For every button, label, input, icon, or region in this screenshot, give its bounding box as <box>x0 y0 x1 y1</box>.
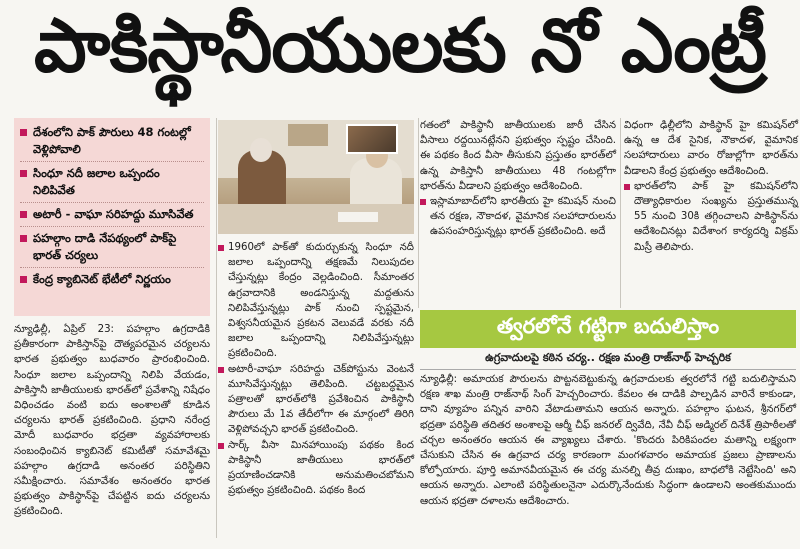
bullet-square-icon <box>218 245 224 251</box>
highlight-item: పహల్గాం దాడి నేపథ్యంలో పాక్‌పై భారత్ చర్యలు <box>20 226 204 264</box>
bullet-square-icon <box>218 443 224 449</box>
highlight-item: సింధూ నదీ జలాల ఒప్పందం నిలిపివేత <box>20 161 204 199</box>
body-text: గతంలో పాకిస్థానీ జాతీయులకు జారీ చేసిన వీసాలు రద్దయినట్లేనని ప్రభుత్వం స్పష్టం చేసింది. ఈ పథకం కింద వీసా తీసుకుని ప్రస్తుతం భారత్‌లో ఉన్న పాకిస్తానీ జాతీయులు 48 గంటల్లోగా భారత్‌ను వీడాలని ప్రభుత్వం ఆదేశించింది. <box>420 120 616 192</box>
bullet-square-icon <box>20 211 27 218</box>
headline: పాకిస్థానీయులకు నో ఎంట్రీ <box>33 3 767 89</box>
list-item: అటారీ-వాఘా సరిహద్దు చెక్‌పోస్టును వెంటనే మూసివేస్తున్నట్లు తెలిపింది. చట్టబద్ధమైన పత్రాలతో భారత్‌లోకి ప్రవేశించిన పాకిస్థానీ పౌరులు మే 1వ తేదీలోగా ఈ మార్గంలో తిరిగి వెళ్లిపోవచ్చని భారత్ ప్రకటించింది. <box>218 362 414 438</box>
highlight-item: అటారీ - వాఘా సరిహద్దు మూసివేత <box>20 202 204 223</box>
bullet-square-icon <box>20 276 27 283</box>
highlight-item: దేశంలోని పాక్ పౌరులు 48 గంటల్లో వెళ్లిపోవాలి <box>20 124 204 158</box>
article-column-1 <box>14 322 210 520</box>
article-column-4 <box>624 118 798 255</box>
highlight-item: కేంద్ర క్యాబినెట్ భేటీలో నిర్ణయం <box>20 267 204 288</box>
list-item: ఇస్లామాబాద్‌లోని భారతీయ హై కమిషన్ నుంచి తన రక్షణ, నౌకాదళ, వైమానిక సలహాదారులను ఉపసంహరిస్తున్నట్లు భారత్ ప్రకటించింది. అదే <box>420 194 616 240</box>
bullet-square-icon <box>20 129 27 136</box>
list-item: 1960లో పాక్‌తో కుదుర్చుకున్న సింధూ నదీ జలాల ఒప్పందాన్ని తక్షణమే నిలుపుదల చేస్తున్నట్లు కేంద్రం వెల్లడించింది. సీమాంతర ఉగ్రవాదానికి అండనిస్తున్న మద్దతును నిలిపివేస్తున్నట్లు పాక్ నుంచి స్పష్టమైన, విశ్వసనీయమైన ప్రకటన వెలువడే వరకు నదీ జలాల ఒప్పందాన్ని నిలిపివేస్తున్నట్లు ప్రకటించింది. <box>218 240 414 362</box>
inset-photo <box>346 124 398 154</box>
column-divider <box>216 118 217 538</box>
article-column-3 <box>420 118 616 240</box>
column-divider <box>620 118 621 308</box>
bullet-square-icon <box>20 170 27 177</box>
body-text: న్యూఢిల్లీ, ఏప్రిల్ 23: పహల్గాం ఉగ్రదాడికి ప్రతీకారంగా పాకిస్తాన్‌పై దౌత్యపరమైన చర్యలను భారత ప్రభుత్వం బుధవారం ప్రారంభించింది. సింధూ జలాల ఒప్పందాన్ని నిలిపి వేయడం, పాకిస్తానీ జాతీయులకు భారత్‌లో ప్రవేశాన్ని నిషేధం విధించడం వంటి ఐదు అంశాలతో కూడిన చర్యలను భారత్ ప్రకటించింది. ప్రధాని నరేంద్ర మోదీ బుధవారం భద్రతా వ్యవహారాలకు సంబంధించిన క్యాబినెట్ కమిటీతో సమావేశమై పహల్గాం ఉగ్రదాడి అనంతర పరిస్థితిని సమీక్షించారు. సమావేశం అనంతరం భారత ప్రభుత్వం పాకిస్థాన్‌పై చేపట్టిన ఐదు చర్యలను ప్రకటించింది. <box>14 324 210 518</box>
column-divider <box>418 118 419 308</box>
sidebar-story-body <box>420 372 796 509</box>
bullet-square-icon <box>420 199 426 205</box>
list-item: భారత్‌లోని పాక్ హై కమిషన్‌లోని దౌత్యాధికారుల సంఖ్యను ప్రస్తుతమున్న 55 నుంచి 30కి తగ్గించాలని పాకిస్థాన్‌ను ఆదేశించినట్లు విదేశాంగ కార్యదర్శి విక్రమ్ మిస్రీ తెలిపారు. <box>624 179 798 255</box>
article-column-2 <box>218 240 414 498</box>
bullet-square-icon <box>218 367 224 373</box>
sidebar-story-banner: త్వరలోనే గట్టిగా బదులిస్తాం <box>420 310 796 348</box>
bullet-square-icon <box>20 235 27 242</box>
bullet-square-icon <box>624 184 630 190</box>
list-item: సార్క్ వీసా మినహాయింపు పథకం కింద పాకిస్థానీ జాతీయులు భారత్‌లో ప్రయాణించడానికి అనుమతించబోమని ప్రభుత్వం ప్రకటించింది. పథకం కింద <box>218 438 414 499</box>
sidebar-story-subhead: ఉగ్రవాదులపై కఠిన చర్య.. రక్షణ మంత్రి రాజ్‌నాథ్ హెచ్చరిక <box>420 348 796 370</box>
body-text: న్యూఢిల్లీ: అమాయక పౌరులను పొట్టనబెట్టుకున్న ఉగ్రవాదులకు త్వరలోనే గట్టి బదులిస్తామని రక్షణ శాఖ మంత్రి రాజ్‌నాథ్ సింగ్ హెచ్చరించారు. కేవలం ఈ దాడికి పాల్పడిన వారినే కాకుండా, దాని వ్యూహం పన్నిన వారిని వేటాడుతామని ఆయన అన్నారు. పహల్గాం ఘటన, శ్రీనగర్‌లో భద్రతా పరిస్థితి తదితర అంశాలపై ఆర్మీ చీఫ్ జనరల్ ద్వివేది, నేవీ చీఫ్ అడ్మిరల్ దినేశ్ త్రిపాఠీలతో చర్చల అనంతరం ఆయన ఈ వ్యాఖ్యలు చేశారు. 'కొందరు పిరికిపందల మతాన్ని లక్ష్యంగా చేసుకుని చేసిన ఈ ఉగ్రవాద చర్య కారణంగా మంగళవారం అమాయక ప్రజలు ప్రాణాలను కోల్పోయారు. పూర్తి అమానవీయమైన ఈ చర్య మనల్ని తీవ్ర దుఃఖం, బాధలోకి నెట్టేసింది' అని ఆయన అన్నారు. ఎలాంటి పరిస్థితులనైనా ఎదుర్కొనేందుకు సిద్ధంగా ఉండాలని అంతకుముందు ఆయన భద్రతా దళాలను ఆదేశించారు. <box>420 374 796 507</box>
highlights-box <box>14 118 210 316</box>
body-text: విధంగా ఢిల్లీలోని పాకిస్థాన్ హై కమిషన్‌లో ఉన్న ఆ దేశ సైనిక, నౌకాదళ, వైమానిక సలహాదారులు వారం రోజుల్లోగా భారత్‌ను వీడాలని కేంద్ర ప్రభుత్వం ఆదేశించింది. <box>624 120 798 177</box>
